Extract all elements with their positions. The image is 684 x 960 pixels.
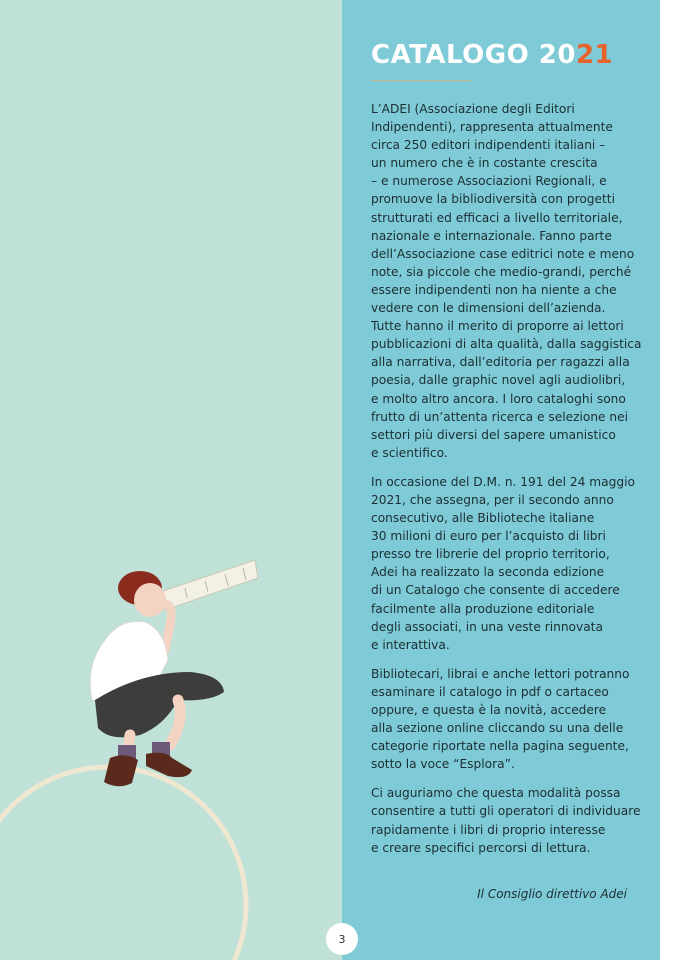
paragraph-catalog-access: Bibliotecari, librai e anche lettori potranno esaminare il catalogo in pdf o cartaceo oppure, e questa è la novità, accedere alla sezione online cliccando su una delle categorie riportate nella pagina seguente, sotto la voce “Esplora”. bbox=[371, 666, 630, 772]
boy-face bbox=[134, 583, 166, 617]
paper-telescope bbox=[160, 560, 258, 610]
page-number-badge bbox=[326, 923, 358, 955]
cream-circle-arc bbox=[0, 767, 246, 960]
signature: Il Consiglio direttivo Adei bbox=[477, 887, 627, 901]
title-underline bbox=[371, 80, 471, 81]
page-margin bbox=[660, 0, 684, 960]
paragraph-wishes: Ci auguriamo che questa modalità possa consentire a tutti gli operatori di individuare rapidamente i libri di proprio interesse e creare specifici percorsi di lettura. bbox=[371, 786, 641, 855]
paragraph-intro: L’ADEI (Associazione degli Editori Indipendenti), rappresenta attualmente circa 250 editori indipendenti italiani – un numero che è in costante crescita – e numerose Associazioni Regionali, e promuove la bibliodiversità con progetti strutturati ed efficaci a livello territoriale, nazionale e internazionale. Fanno parte dell’Associazione case editrici note e meno note, sia piccole che medio-grandi, perché essere indipendenti non ha niente a che vedere con le dimensioni dell’azienda. Tutte hanno il merito di proporre ai lettori pubblicazioni di alta qualità, dalla saggistica alla narrativa, dall’editoria per ragazzi alla poesia, dalle graphic novel agli audiolibri, e molto altro ancora. I loro cataloghi sono frutto di un’attenta ricerca e selezione nei settori più diversi del sapere umanistico e scientifico. bbox=[371, 102, 642, 460]
boy-shoe-left bbox=[104, 755, 138, 786]
body-text bbox=[371, 100, 647, 868]
paragraph-decree: In occasione del D.M. n. 191 del 24 maggio 2021, che assegna, per il secondo anno consecutivo, alle Biblioteche italiane 30 milioni di euro per l’acquisto di libri presso tre librerie del proprio territorio, Adei ha realizzato la seconda edizione di un Catalogo che consente di accedere facilmente alla produzione editoriale degli associati, in una veste rinnovata e interattiva. bbox=[371, 474, 635, 652]
page-number: 3 bbox=[338, 932, 346, 946]
title-text: CATALOGO 20 bbox=[371, 40, 576, 70]
title-year-accent: 21 bbox=[575, 40, 614, 70]
boy-with-paper-telescope-illustration bbox=[0, 540, 342, 960]
page-title bbox=[371, 40, 613, 70]
